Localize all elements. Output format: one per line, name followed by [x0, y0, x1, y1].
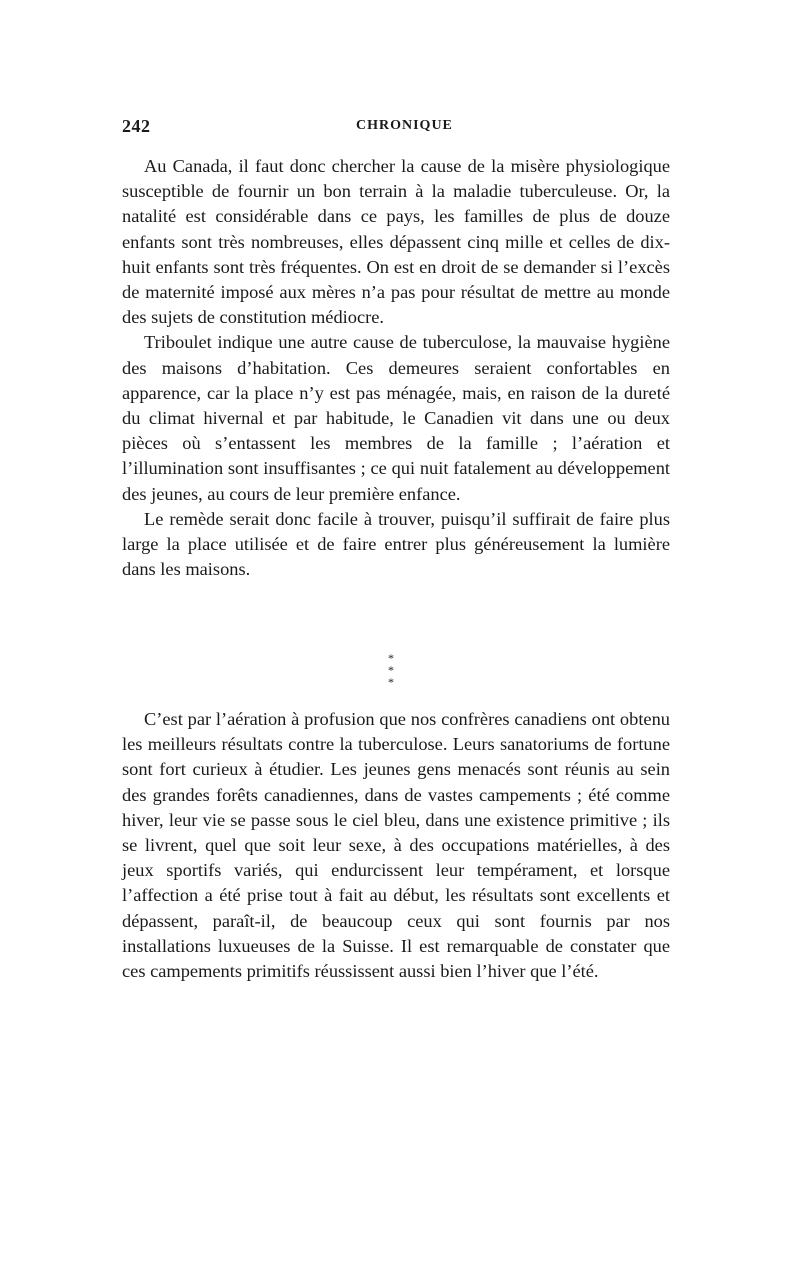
running-head	[122, 116, 670, 140]
paragraph: Le remède serait donc facile à trouver, puisqu’il suffirait de faire plus large la place utilisée et de faire entrer plus généreusement la lumière dans les maisons.	[122, 508, 670, 580]
paragraph: C’est par l’aération à profusion que nos confrères canadiens ont obtenu les meilleurs résultats contre la tuberculose. Leurs sanatoriums de fortune sont fort curieux à étudier. Les jeunes gens menacés sont réunis au sein des grandes forêts canadiennes, dans de vastes campements ; été comme hiver, leur vie se passe sous le ciel bleu, dans une existence primitive ; ils se livrent, quel que soit leur sexe, à des occupations matérielles, à des jeux sportifs variés, qui endurcissent leur tempérament, et lorsque l’affection a été prise tout à fait au début, les résultats sont excellents et dépassent, paraît-il, de beaucoup ceux qui sont fournis par nos installations luxueuses de la Suisse. Il est remarquable de constater que ces campements primitifs réussissent aussi bien l’hiver que l’été.	[122, 709, 670, 982]
asterism-separator	[376, 652, 406, 688]
paragraph: Au Canada, il faut donc chercher la cause de la misère physiologique susceptible de fournir un bon terrain à la maladie tuberculeuse. Or, la natalité est considérable dans ce pays, les familles de plus de douze enfants sont très nombreuses, elles dépassent cinq mille et celles de dix-huit enfants sont très fréquentes. On est en droit de se demander si l’excès de maternité imposé aux mères n’a pas pour résultat de mettre au monde des sujets de constitution médiocre.	[122, 156, 670, 328]
asterism-bottom-stars: * *	[388, 663, 400, 689]
paragraph: Triboulet indique une autre cause de tuberculose, la mauvaise hygiène des maisons d’habitation. Ces demeures seraient confortables en apparence, car la place n’y est pas ménagée, mais, en raison de la dureté du climat hivernal et par habitude, le Canadien vit dans une ou deux pièces où s’entassent les membres de la famille ; l’aération et l’illumination sont insuffisantes ; ce qui nuit fatalement au développement des jeunes, au cours de leur première enfance.	[122, 332, 670, 504]
text-block-upper	[122, 154, 670, 582]
running-title: CHRONIQUE	[356, 118, 453, 133]
text-block-lower	[122, 707, 670, 984]
asterism-top-star: *	[388, 651, 394, 665]
page-number: 242	[122, 116, 151, 136]
